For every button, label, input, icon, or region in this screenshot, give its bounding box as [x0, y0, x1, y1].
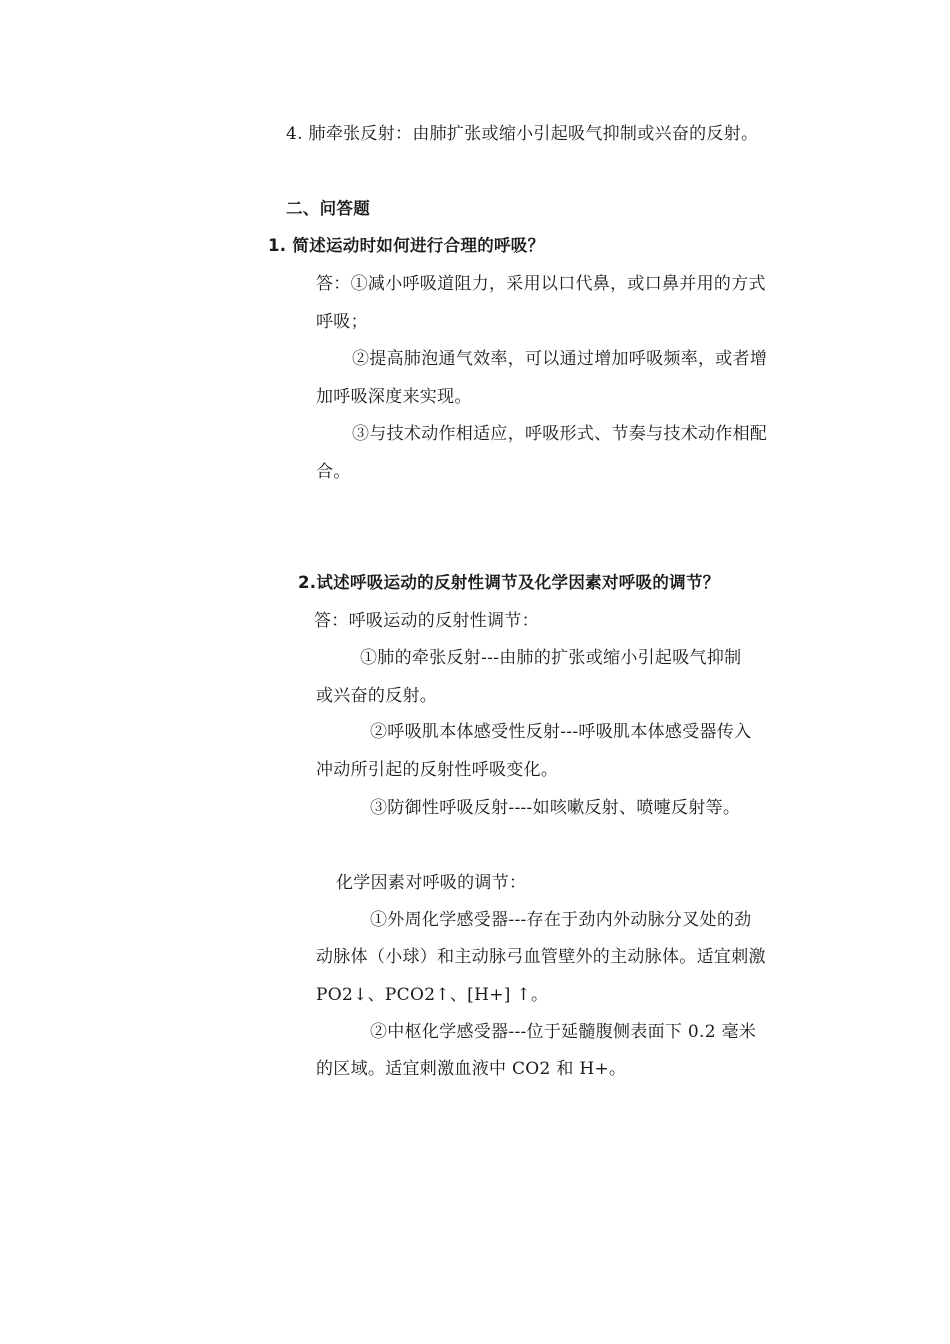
chemical-line-4: ②中枢化学感受器---位于延髓腹侧表面下 0.2 毫米: [370, 1022, 757, 1042]
answer-2-line-1: 答：呼吸运动的反射性调节：: [314, 611, 539, 631]
chemical-line-5: 的区域。适宜刺激血液中 CO2 和 H+。: [316, 1059, 627, 1079]
answer-1-line-3: ②提高肺泡通气效率，可以通过增加呼吸频率，或者增: [352, 349, 768, 369]
answer-1-line-1: 答：①减小呼吸道阻力，采用以口代鼻，或口鼻并用的方式: [316, 274, 766, 294]
chemical-line-3: PO2↓、PCO2↑、[H+] ↑。: [316, 985, 549, 1005]
answer-2-line-6: ③防御性呼吸反射----如咳嗽反射、喷嚏反射等。: [370, 798, 741, 818]
chemical-line-2: 动脉体（小球）和主动脉弓血管壁外的主动脉体。适宜刺激: [316, 947, 766, 967]
question-1: 1. 简述运动时如何进行合理的呼吸？: [268, 236, 545, 255]
answer-1-line-6: 合。: [316, 462, 351, 482]
answer-1-line-4: 加呼吸深度来实现。: [316, 387, 472, 407]
answer-1-line-2: 呼吸；: [316, 312, 368, 332]
answer-1-line-5: ③与技术动作相适应，呼吸形式、节奏与技术动作相配: [352, 424, 768, 444]
definition-item-4: 4. 肺牵张反射：由肺扩张或缩小引起吸气抑制或兴奋的反射。: [286, 124, 759, 144]
answer-2-line-2: ①肺的牵张反射---由肺的扩张或缩小引起吸气抑制: [360, 648, 742, 668]
answer-2-line-4: ②呼吸肌本体感受性反射---呼吸肌本体感受器传入: [370, 722, 752, 742]
answer-2-line-3: 或兴奋的反射。: [316, 686, 438, 706]
chemical-line-1: ①外周化学感受器---存在于劲内外动脉分叉处的劲: [370, 910, 752, 930]
question-2: 2.试述呼吸运动的反射性调节及化学因素对呼吸的调节？: [298, 573, 720, 592]
answer-2-line-5: 冲动所引起的反射性呼吸变化。: [316, 760, 559, 780]
section-heading: 二、问答题: [286, 199, 370, 218]
chemical-heading: 化学因素对呼吸的调节：: [336, 873, 527, 893]
